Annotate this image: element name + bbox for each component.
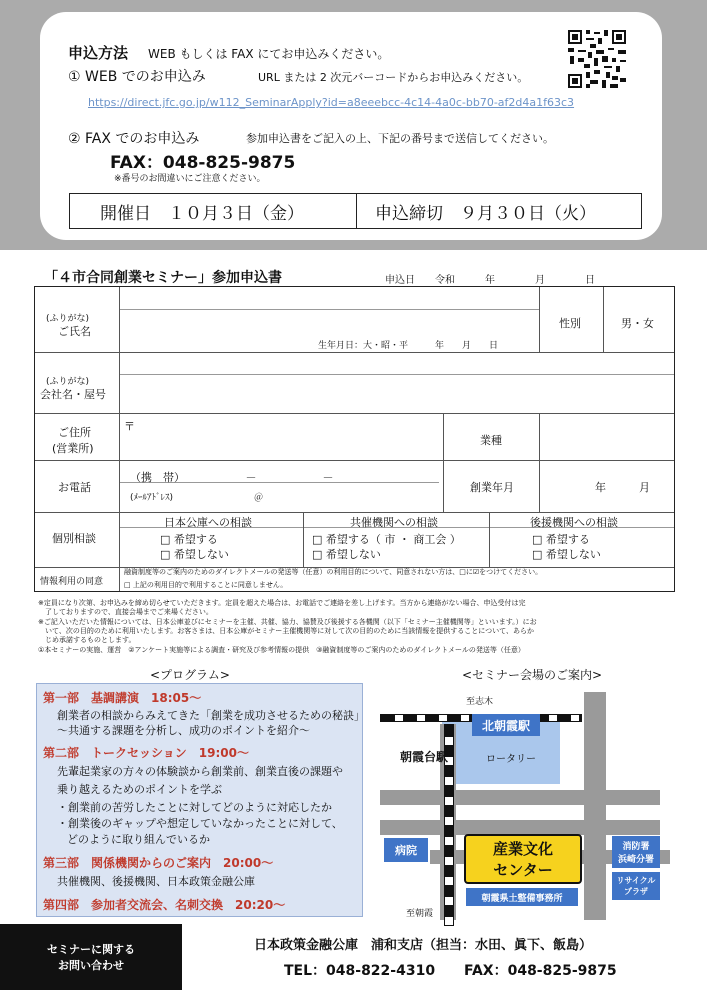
email-field[interactable]: (ﾒｰﾙｱﾄﾞﾚｽ) ＠	[130, 493, 264, 503]
note-line: 了しておりますので、直接会場までご来場ください。	[38, 608, 213, 616]
furigana-label: (ふりがな)	[46, 314, 90, 324]
to-asaka-label: 至朝霞	[406, 909, 434, 919]
program-part3-line: 共催機関、後援機関、日本政策金融公庫	[57, 875, 255, 888]
road	[380, 790, 660, 805]
gender-label: 性別	[559, 317, 581, 330]
gender-options[interactable]: 男・女	[621, 317, 654, 330]
birthdate-field[interactable]: 生年月日：大・昭・平 年 月 日	[318, 341, 499, 351]
map-heading: <セミナー会場のご案内>	[462, 668, 603, 682]
recycle-plaza	[612, 872, 660, 900]
program-part1-line: 創業者の相談からみえてきた「創業を成功させるための秘訣」	[57, 709, 365, 722]
support-wish-checkbox[interactable]: □ 希望する	[532, 533, 590, 546]
contact-label-line2: お問い合わせ	[58, 959, 124, 972]
contact-org: 日本政策金融公庫 浦和支店（担当：水田、眞下、飯島）	[254, 938, 593, 953]
note-line: いて、次の目的のために利用いたします。お客さまは、日本公庫がセミナー主催機関等に対して次の目的のために当該情報を提供することについて、あらか	[38, 627, 535, 635]
fax-number: FAX：048-825-9875	[110, 153, 296, 173]
method-title: 申込方法	[68, 44, 129, 62]
address-label: ご住所	[58, 426, 91, 439]
method-desc: WEB もしくは FAX にてお申込みください。	[148, 47, 390, 61]
consult-cohost-heading: 共催機関への相談	[350, 516, 438, 529]
consent-checkbox[interactable]: □ 上記の利用目的で利用することに同意しません。	[124, 581, 288, 589]
phone-label: お電話	[58, 481, 91, 494]
program-part2-line: どのように取り組んでいるか	[67, 833, 210, 846]
name-label: ご氏名	[58, 325, 91, 338]
road	[380, 820, 660, 835]
program-part2-line: ・創業後のギャップや想定していなかったことに対して、	[57, 817, 343, 830]
program-part1-title: 第一部 基調講演 18:05～	[43, 691, 202, 705]
program-part2-line: ・創業前の苦労したことに対してどのように対応したか	[57, 801, 332, 814]
program-part2-line: 乗り越えるためのポイントを学ぶ	[57, 783, 222, 796]
web-label: ① WEB でのお申込み	[68, 69, 206, 85]
program-box	[36, 683, 363, 917]
consult-support-heading: 後援機関への相談	[530, 516, 618, 529]
fax-desc: 参加申込書をご記入の上、下記の番号まで送信してください。	[246, 132, 554, 145]
form-title: 「４市合同創業セミナー」参加申込書	[44, 270, 282, 286]
contact-tel: TEL：048-822-4310	[284, 963, 436, 979]
fire-station-line1: 消防署	[622, 842, 650, 852]
web-desc: URL または 2 次元バーコードからお申込みください。	[258, 71, 529, 84]
road	[584, 692, 606, 920]
support-nowish-checkbox[interactable]: □ 希望しない	[532, 548, 601, 561]
fire-station-line2: 浜崎分署	[617, 855, 654, 865]
jfc-nowish-checkbox[interactable]: □ 希望しない	[160, 548, 229, 561]
contact-fax: FAX：048-825-9875	[464, 963, 617, 979]
industry-label: 業種	[480, 434, 502, 447]
kita-asaka-station: 北朝霞駅	[472, 714, 540, 736]
program-part3-title: 第三部 関係機関からのご案内 20:00～	[43, 856, 274, 870]
note-line: じめ承諾するものとします。	[38, 636, 136, 644]
doboku-office: 朝霞県土整備事務所	[466, 888, 578, 906]
date-box	[69, 193, 642, 229]
deadline: 申込締切 ９月３０日（火）	[375, 203, 596, 224]
cohost-nowish-checkbox[interactable]: □ 希望しない	[312, 548, 381, 561]
office-label: (営業所)	[52, 442, 94, 455]
note-line: ※ご記入いただいた情報については、日本公庫並びにセミナーを主催、共催、協力、協賛及び後援する各機関（以下「セミナー主催機関等」といいます。）にお	[38, 618, 537, 626]
contact-label-line1: セミナーに関する	[47, 943, 135, 956]
mobile-field[interactable]: （携 帯） － －	[130, 471, 334, 484]
apply-date: 申込日 令和 年 月 日	[385, 275, 595, 286]
recycle-line1: リサイクル	[616, 876, 656, 885]
founded-field[interactable]: 年 月	[595, 481, 650, 494]
rotary-label: ロータリー	[486, 754, 536, 765]
venue-building[interactable]	[464, 834, 582, 884]
venue-name-line2: センター	[493, 861, 553, 879]
furigana-label-company: (ふりがな)	[46, 377, 90, 387]
consult-jfc-heading: 日本公庫への相談	[164, 516, 252, 529]
note-line: ①本セミナーの実施、運営 ②アンケート実施等による調査・研究及び参考情報の提供 ③融資制度等のご案内のためのダイレクトメールの発送等（任意）	[38, 646, 525, 654]
program-part1-line: ～共通する課題を分析し、成功のポイントを紹介～	[57, 724, 310, 737]
consult-label: 個別相談	[52, 532, 96, 545]
program-part4-title: 第四部 参加者交流会、名刺交換 20:20～	[43, 898, 286, 912]
program-heading: <プログラム>	[150, 668, 230, 682]
fax-label: ② FAX でのお申込み	[68, 131, 200, 147]
application-url-link[interactable]: https://direct.jfc.go.jp/w112_SeminarApply?id=a8eeebcc-4c14-4a0c-bb70-af2d4a1f63c3	[88, 96, 575, 109]
contact-label-box	[0, 924, 182, 990]
founded-label: 創業年月	[470, 481, 514, 494]
to-shiki-label: 至志木	[466, 697, 494, 707]
fire-station	[612, 836, 660, 868]
asakadai-station: 朝霞台駅	[400, 750, 449, 764]
consent-text: 融資制度等のご案内のためのダイレクトメールの発送等（任意）の利用目的について、同意されない方は、□に☑をつけてください。	[124, 568, 543, 576]
qr-code-icon[interactable]	[566, 28, 628, 90]
postal-mark[interactable]: 〒	[124, 420, 135, 433]
recycle-line2: プラザ	[624, 887, 648, 896]
note-line: ※定員になり次第、お申込みを締め切らせていただきます。定員を超えた場合は、お電話でご連絡を差し上げます。当方から連絡がない場合、申込受付は完	[38, 599, 526, 607]
hospital: 病院	[384, 838, 428, 862]
jfc-wish-checkbox[interactable]: □ 希望する	[160, 533, 218, 546]
program-part2-line: 先輩起業家の方々の体験談から創業前、創業直後の課題や	[57, 765, 343, 778]
company-label: 会社名・屋号	[40, 388, 106, 401]
cohost-wish-checkbox[interactable]: □ 希望する（ 市 ・ 商工会 ）	[312, 533, 461, 546]
program-part2-title: 第二部 トークセッション 19:00～	[43, 746, 249, 760]
event-date: 開催日 １０月３日（金）	[70, 194, 357, 228]
fax-note: ※番号のお間違いにご注意ください。	[114, 174, 266, 184]
venue-name-line1: 産業文化	[492, 840, 553, 858]
venue-map	[370, 684, 670, 920]
consent-label: 情報利用の同意	[40, 577, 104, 587]
